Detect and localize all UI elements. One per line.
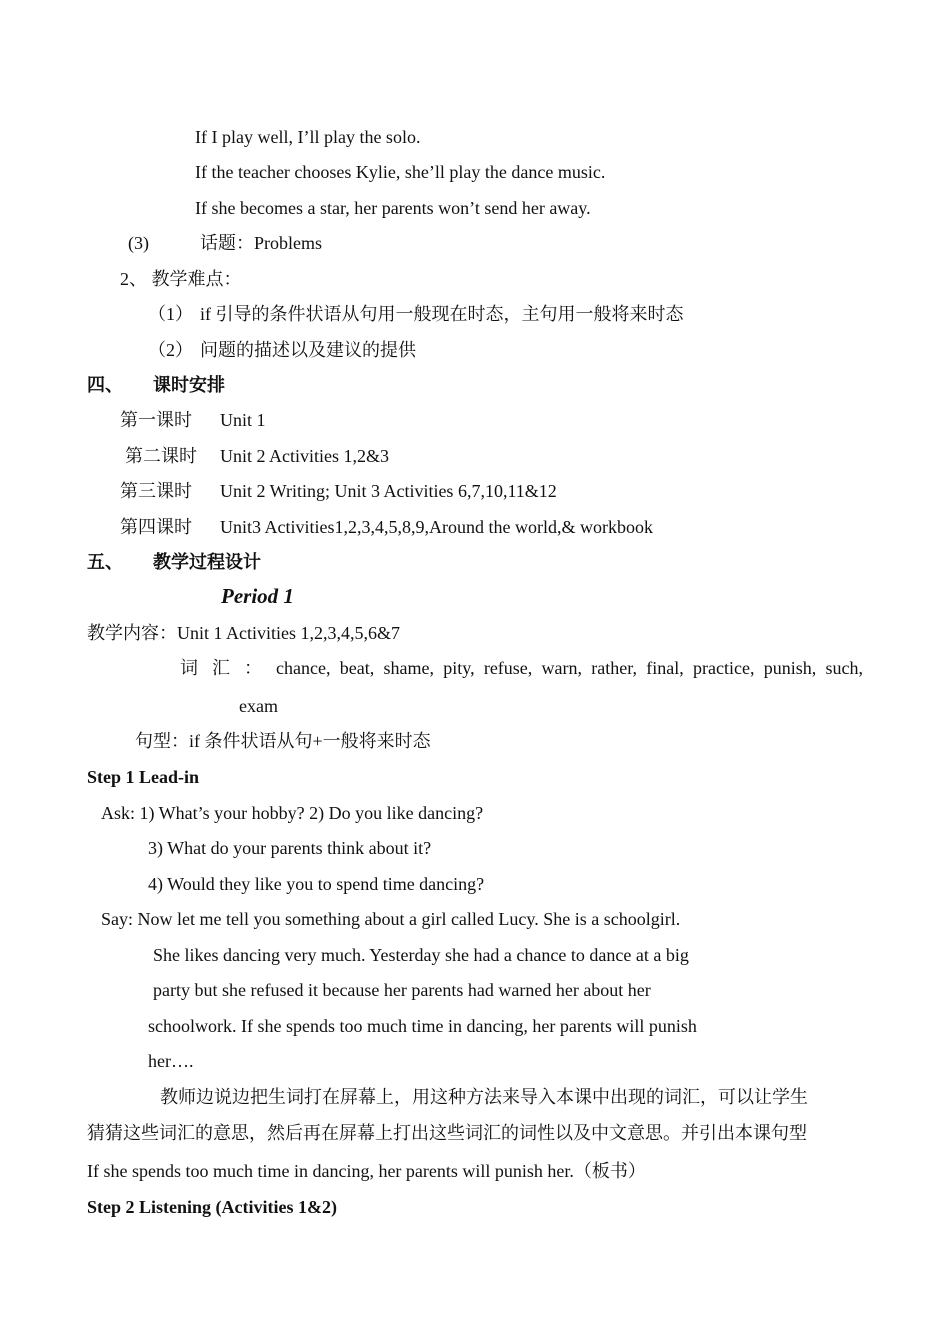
- section-5-number: 五、: [87, 552, 123, 572]
- vocabulary-continuation: exam: [239, 696, 278, 716]
- paragraph-line-2: 猜猜这些词汇的意思，然后再在屏幕上打出这些词汇的词性以及中文意思。并引出本课句型: [87, 1123, 807, 1143]
- schedule-row-content: Unit 2 Writing; Unit 3 Activities 6,7,10,11&12: [220, 481, 557, 501]
- ask-line-4: 4) Would they like you to spend time dancing?: [148, 874, 485, 894]
- schedule-row-label: 第一课时: [120, 410, 192, 430]
- sentence-pattern: 句型：if 条件状语从句+一般将来时态: [135, 731, 431, 751]
- schedule-row-label: 第三课时: [120, 481, 192, 501]
- section-4-number: 四、: [87, 375, 123, 395]
- say-line-1: Say: Now let me tell you something about a girl called Lucy. She is a schoolgirl.: [101, 909, 681, 929]
- difficulty-heading: 2、 教学难点：: [120, 269, 242, 289]
- schedule-row-label: 第二课时: [125, 446, 197, 466]
- say-line-2: She likes dancing very much. Yesterday she had a chance to dance at a big: [153, 945, 689, 965]
- topic-label: 话题：Problems: [200, 233, 323, 253]
- difficulty-2-number: （2）: [148, 340, 193, 360]
- vocabulary-label: 词 汇 ：: [180, 658, 267, 678]
- difficulty-2-text: 问题的描述以及建议的提供: [200, 340, 416, 360]
- step-1-title: Step 1 Lead-in: [87, 767, 200, 787]
- say-line-4: schoolwork. If she spends too much time in dancing, her parents will punish: [148, 1016, 697, 1036]
- schedule-row-content: Unit3 Activities1,2,3,4,5,8,9,Around the world,& workbook: [220, 517, 653, 537]
- topic-number: (3): [128, 233, 149, 253]
- say-line-5: her….: [148, 1051, 194, 1071]
- vocabulary-words: chance, beat, shame, pity, refuse, warn, rather, final, practice, punish, such,: [276, 658, 863, 678]
- example-sentence-2: If the teacher chooses Kylie, she’ll play the dance music.: [195, 162, 606, 182]
- ask-line-3: 3) What do your parents think about it?: [148, 838, 432, 858]
- section-4-title: 课时安排: [153, 375, 225, 395]
- schedule-row-content: Unit 2 Activities 1,2&3: [220, 446, 389, 466]
- vocabulary-line: [180, 656, 863, 680]
- example-sentence-1: If I play well, I’ll play the solo.: [195, 127, 421, 147]
- difficulty-1-number: （1）: [148, 304, 193, 324]
- schedule-row-content: Unit 1: [220, 410, 266, 430]
- period-heading: Period 1: [221, 584, 294, 608]
- ask-line-1: Ask: 1) What’s your hobby? 2) Do you like dancing?: [101, 803, 484, 823]
- difficulty-1-text: if 引导的条件状语从句用一般现在时态，主句用一般将来时态: [200, 304, 684, 324]
- step-2-title: Step 2 Listening (Activities 1&2): [87, 1197, 337, 1217]
- section-5-title: 教学过程设计: [153, 552, 261, 572]
- schedule-row-label: 第四课时: [120, 517, 192, 537]
- example-sentence-3: If she becomes a star, her parents won’t send her away.: [195, 198, 591, 218]
- teaching-content: 教学内容：Unit 1 Activities 1,2,3,4,5,6&7: [87, 623, 400, 643]
- say-line-3: party but she refused it because her parents had warned her about her: [153, 980, 651, 1000]
- paragraph-line-1: 教师边说边把生词打在屏幕上，用这种方法来导入本课中出现的词汇，可以让学生: [160, 1087, 808, 1107]
- paragraph-line-3: If she spends too much time in dancing, her parents will punish her.（板书）: [87, 1161, 646, 1181]
